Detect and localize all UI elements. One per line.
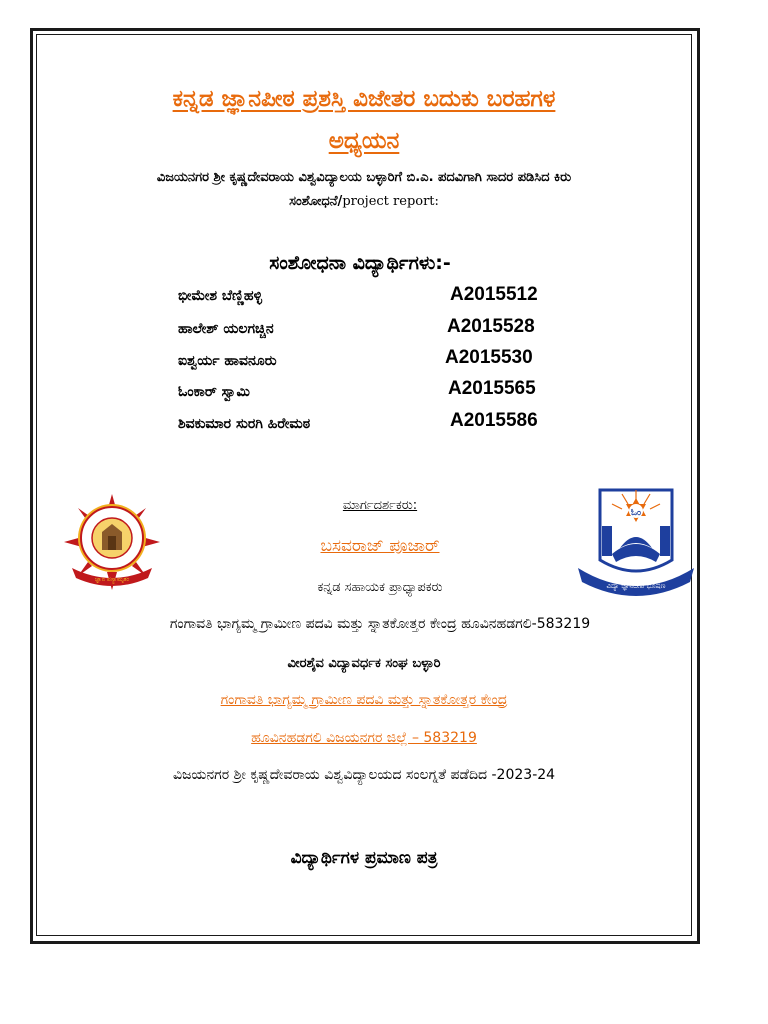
students-heading: ಸಂಶೋಧನಾ ವಿದ್ಯಾರ್ಥಿಗಳು:-	[269, 252, 451, 274]
guide-college: ಗಂಗಾವತಿ ಭಾಗ್ಯಮ್ಮ ಗ್ರಾಮೀಣ ಪದವಿ ಮತ್ತು ಸ್ನಾತಕೋತ್ತರ ಕೇಂದ್ರ ಹೂವಿನಹಡಗಲಿ-583219	[169, 616, 591, 632]
emblem-ribbon-text: ವಿದ್ಯಾ ಜ್ಞಾನದೀಪ ಭೂಷಣ	[606, 582, 666, 590]
student-name: ಶಿವಕುಮಾರ ಸುರಗಿ ಹಿರೇಮಠ	[178, 416, 311, 432]
university-seal-icon	[62, 492, 162, 592]
student-id: A2015528	[447, 316, 535, 337]
student-id: A2015530	[445, 347, 533, 368]
college-name-line2: ಹೂವಿನಹಡಗಲಿ ವಿಜಯನಗರ ಜಿಲ್ಲೆ – 583219	[251, 730, 477, 746]
college-name-line1: ಗಂಗಾವತಿ ಭಾಗ್ಯಮ್ಮ ಗ್ರಾಮೀಣ ಪದವಿ ಮತ್ತು ಸ್ನಾತಕೋತ್ತರ ಕೇಂದ್ರ	[220, 692, 508, 708]
guide-label: ಮಾರ್ಗದರ್ಶಕರು:	[342, 498, 418, 513]
student-name: ಭೀಮೇಶ ಬೆಣ್ಣಿಹಳ್ಳಿ	[178, 288, 263, 304]
subtitle-line2-kannada: ಸಂಶೋಧನೆ/	[289, 194, 343, 209]
guide-designation: ಕನ್ನಡ ಸಹಾಯಕ ಪ್ರಾಧ್ಯಾಪಕರು	[317, 580, 443, 595]
subtitle-line1: ವಿಜಯನಗರ ಶ್ರೀ ಕೃಷ್ಣದೇವರಾಯ ವಿಶ್ವವಿದ್ಯಾಲಯ ಬಳ್ಳಾರಿಗೆ ಬಿ.ಎ. ಪದವಿಗಾಗಿ ಸಾದರ ಪಡಿಸಿದ ಕಿರು	[156, 170, 572, 185]
title-line2: ಅಧ್ಯಯನ	[328, 128, 400, 154]
guide-name: ಬಸವರಾಜ್ ಪೂಜಾರ್	[320, 536, 440, 556]
student-name: ಹಾಲೇಶ್ ಯಲಗಚ್ಚಿನ	[178, 321, 274, 337]
certificate-heading: ವಿದ್ಯಾರ್ಥಿಗಳ ಪ್ರಮಾಣ ಪತ್ರ	[290, 848, 438, 868]
seal-ribbon-text: ಜ್ಞಾನ ಪಸ್ಯಾಮೃತಂ	[94, 576, 130, 583]
emblem-symbol: ಓಂ	[630, 508, 642, 518]
sangha-name: ವೀರಶೈವ ವಿದ್ಯಾವರ್ಧಕ ಸಂಘ ಬಳ್ಳಾರಿ	[287, 656, 441, 671]
student-id: A2015586	[450, 410, 538, 431]
student-id: A2015565	[448, 378, 536, 399]
affiliation-line: ವಿಜಯನಗರ ಶ್ರೀ ಕೃಷ್ಣದೇವರಾಯ ವಿಶ್ವವಿದ್ಯಾಲಯದ ಸಂಲಗ್ನತೆ ಪಡೆದಿದ -2023-24	[172, 767, 556, 783]
student-name: ಐಶ್ವರ್ಯ ಹಾವನೂರು	[178, 353, 277, 369]
student-id: A2015512	[450, 284, 538, 305]
student-name: ಓಂಕಾರ್ ಸ್ವಾಮಿ	[178, 384, 250, 400]
title-line1: ಕನ್ನಡ ಜ್ಞಾನಪೀಠ ಪ್ರಶಸ್ತಿ ವಿಜೇತರ ಬದುಕು ಬರಹಗಳ	[172, 86, 556, 112]
subtitle-line2-english: project report:	[342, 194, 439, 209]
subtitle-line2	[40, 194, 688, 209]
